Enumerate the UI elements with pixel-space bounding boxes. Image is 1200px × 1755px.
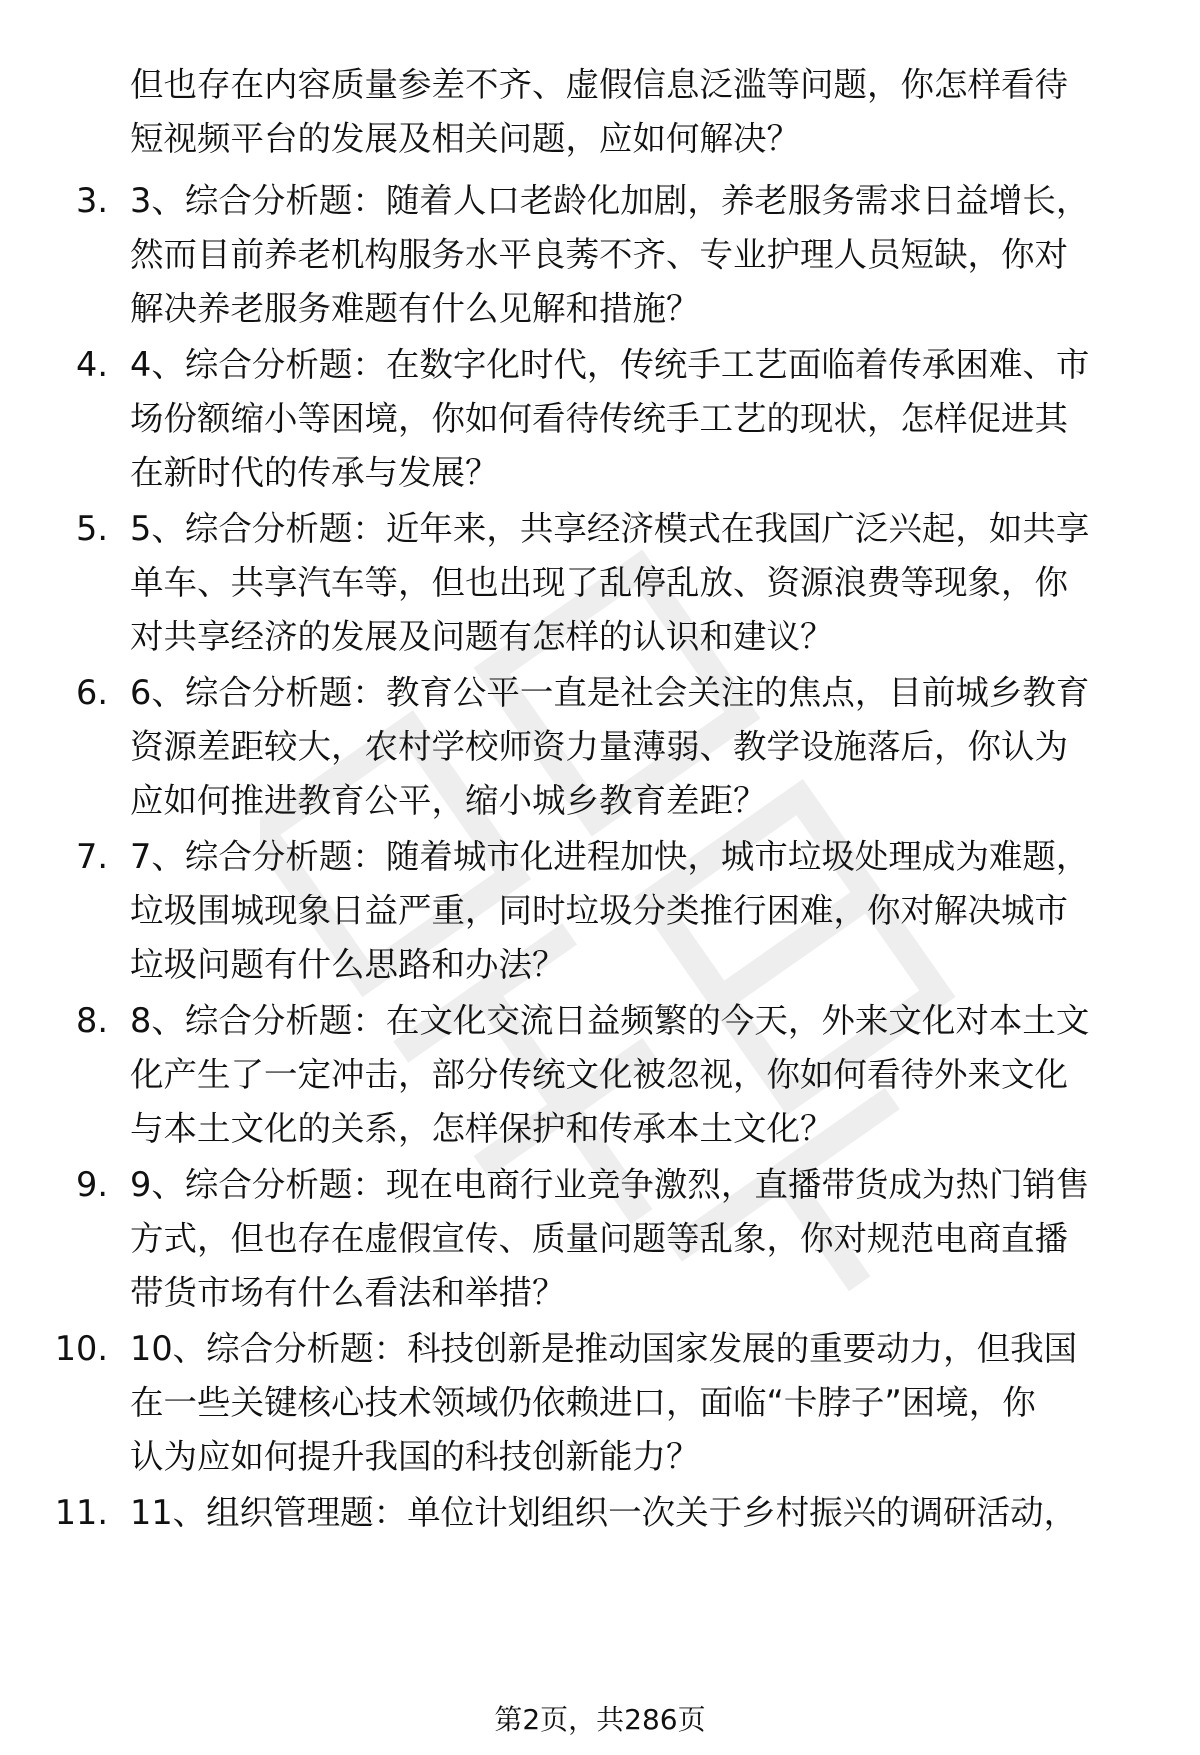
list-item-number: 10. [54,1329,108,1368]
list-item-text: 4、综合分析题：在数字化时代，传统手工艺面临着传承困难、市 场份额缩小等困境，你如何看待传统手工艺的现状，怎样促进其 在新时代的传承与发展？ [130,345,1090,492]
list-item-text: 10、综合分析题：科技创新是推动国家发展的重要动力，但我国 在一些关键核心技术领域仍依赖进口，面临“卡脖子”困境，你 认为应如何提升我国的科技创新能力？ [130,1329,1078,1476]
list-item-number: 3. [76,181,108,220]
list-item-number: 5. [76,509,108,548]
list-item-text: 9、综合分析题：现在电商行业竞争激烈，直播带货成为热门销售 方式，但也存在虚假宣传、质量问题等乱象，你对规范电商直播 带货市场有什么看法和举措？ [130,1165,1090,1312]
list-item-text: 3、综合分析题：随着人口老龄化加剧，养老服务需求日益增长， 然而目前养老机构服务水平良莠不齐、专业护理人员短缺，你对 解决养老服务难题有什么见解和措施？ [130,181,1090,328]
list-item-number: 8. [76,1001,108,1040]
list-item-number: 7. [76,837,108,876]
list-item-number: 4. [76,345,108,384]
list-item-text: 6、综合分析题：教育公平一直是社会关注的焦点，目前城乡教育 资源差距较大，农村学校师资力量薄弱、教学设施落后，你认为 应如何推进教育公平，缩小城乡教育差距？ [130,673,1090,820]
intro-paragraph: 但也存在内容质量参差不齐、虚假信息泛滥等问题，你怎样看待 短视频平台的发展及相关问题，应如何解决？ [130,65,1068,158]
list-item-text: 8、综合分析题：在文化交流日益频繁的今天，外来文化对本土文 化产生了一定冲击，部分传统文化被忽视，你如何看待外来文化 与本土文化的关系，怎样保护和传承本土文化？ [130,1001,1090,1148]
list-item-text: 7、综合分析题：随着城市化进程加快，城市垃圾处理成为难题， 垃圾围城现象日益严重，同时垃圾分类推行困难，你对解决城市 垃圾问题有什么思路和办法？ [130,837,1090,984]
page-footer: 第2页，共286页 [494,1703,706,1736]
list-item-text: 11、组织管理题：单位计划组织一次关于乡村振兴的调研活动， [130,1493,1078,1532]
list-item-number: 11. [54,1493,108,1532]
list-item-number: 9. [76,1165,108,1204]
list-item-text: 5、综合分析题：近年来，共享经济模式在我国广泛兴起，如共享 单车、共享汽车等，但也出现了乱停乱放、资源浪费等现象，你 对共享经济的发展及问题有怎样的认识和建议？ [130,509,1090,656]
list-item-number: 6. [76,673,108,712]
